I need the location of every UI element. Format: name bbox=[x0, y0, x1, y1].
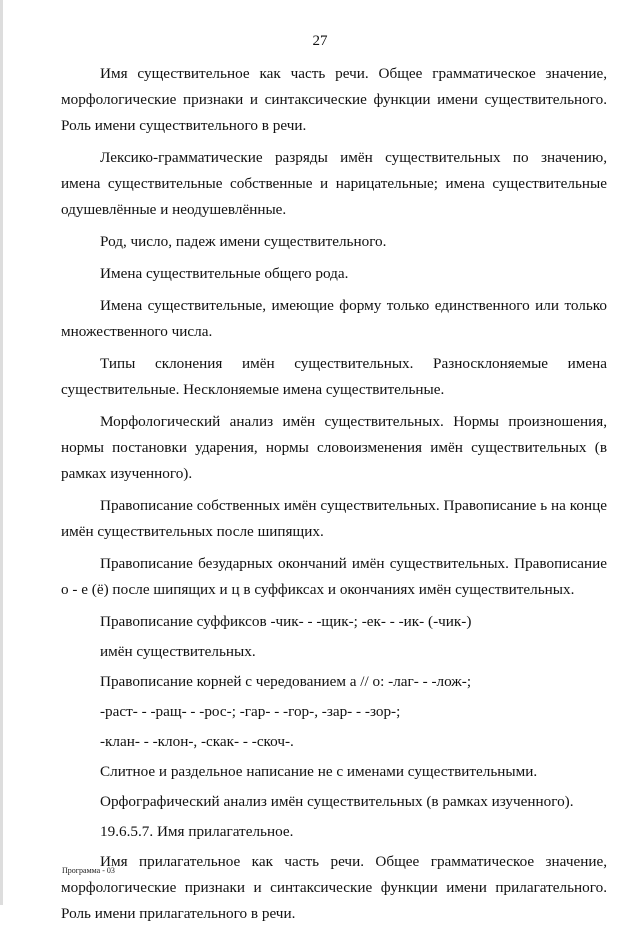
text-line: имён существительных. bbox=[100, 643, 256, 660]
paragraph: Правописание собственных имён существительных. Правописание ь на конце имён существительных после шипящих. bbox=[61, 497, 607, 540]
footer-label: Программа - 03 bbox=[62, 866, 115, 875]
paragraph: Имена существительные общего рода. bbox=[100, 265, 349, 282]
paragraph: Имя прилагательное как часть речи. Общее грамматическое значение, морфологические признаки и синтаксические функции имени прилагательного. Роль имени прилагательного в речи. bbox=[61, 853, 607, 922]
text-line: Слитное и раздельное написание не с именами существительными. bbox=[100, 763, 538, 780]
paragraph: Типы склонения имён существительных. Разносклоняемые имена существительные. Несклоняемые имена существительные. bbox=[61, 355, 607, 398]
paragraph: Имя существительное как часть речи. Общее грамматическое значение, морфологические признаки и синтаксические функции имени существительного. Роль имени существительного в речи. bbox=[61, 65, 607, 134]
page-number: 27 bbox=[312, 33, 328, 49]
text-line: Орфографический анализ имён существительных (в рамках изученного). bbox=[100, 793, 574, 810]
text-line: Правописание корней с чередованием а // о: -лаг- - -лож-; bbox=[100, 673, 472, 690]
text-line: -раст- - -ращ- - -рос-; -гар- - -гор-, -зар- - -зор-; bbox=[100, 703, 401, 720]
scan-edge bbox=[0, 0, 3, 905]
section-heading: 19.6.5.7. Имя прилагательное. bbox=[100, 823, 294, 840]
text-line: Правописание суффиксов -чик- - -щик-; -ек- - -ик- (-чик-) bbox=[100, 613, 472, 630]
text-line: -клан- - -клон-, -скак- - -скоч-. bbox=[100, 733, 294, 750]
paragraph: Род, число, падеж имени существительного. bbox=[100, 233, 387, 250]
paragraph: Лексико-грамматические разряды имён существительных по значению, имена существительные собственные и нарицательные; имена существительные одушевлённые и неодушевлённые. bbox=[61, 149, 607, 218]
paragraph: Морфологический анализ имён существительных. Нормы произношения, нормы постановки ударения, нормы словоизменения имён существительных (в рамках изученного). bbox=[61, 413, 607, 482]
paragraph: Имена существительные, имеющие форму только единственного или только множественного числа. bbox=[61, 297, 607, 340]
document-body bbox=[61, 61, 607, 927]
paragraph: Правописание безударных окончаний имён существительных. Правописание о - е (ё) после шипящих и ц в суффиксах и окончаниях имён существительных. bbox=[61, 555, 607, 598]
